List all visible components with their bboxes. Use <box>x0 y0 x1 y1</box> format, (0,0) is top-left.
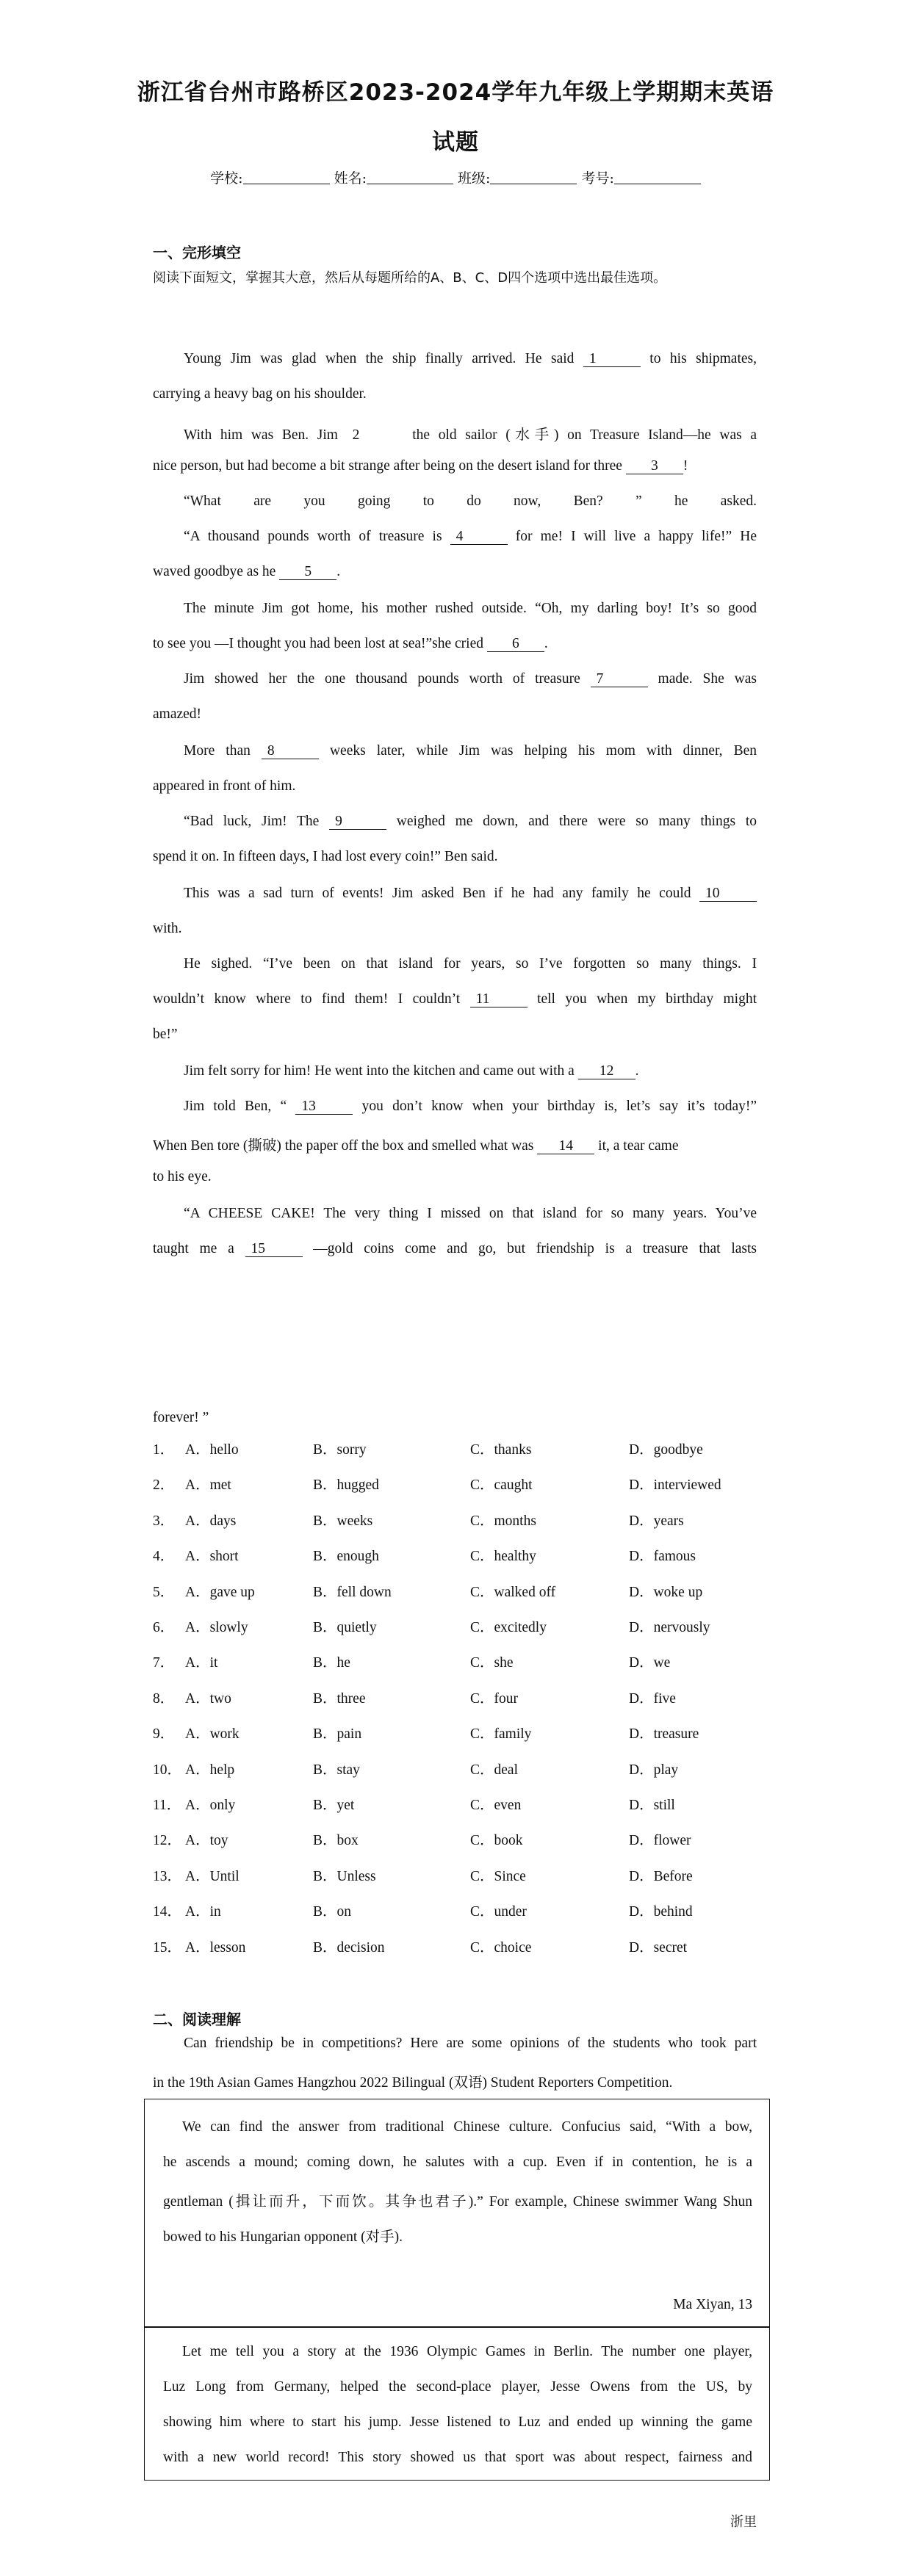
opinion2-line-2: Luz Long from Germany, helped the second-place player, Jesse Owens from the US, by <box>163 2379 752 2395</box>
option-text: D．Before <box>629 1868 693 1884</box>
question-row <box>153 1616 763 1636</box>
option-d[interactable] <box>629 1758 678 1779</box>
option-text: A．two <box>185 1690 231 1707</box>
option-text: B．hugged <box>313 1477 379 1494</box>
passage-line <box>184 601 757 620</box>
option-d[interactable] <box>629 1544 696 1565</box>
question-number: 2． <box>153 1477 175 1494</box>
option-b[interactable] <box>313 1936 385 1956</box>
option-text: A．Until <box>185 1868 240 1884</box>
passage-line <box>153 386 757 402</box>
question-row <box>153 1438 763 1458</box>
passage-text: “Bad luck, Jim! The <box>184 814 330 829</box>
question-number: 5． <box>153 1584 175 1600</box>
passage-text: it, a tear came <box>594 1138 679 1154</box>
option-c[interactable] <box>470 1828 523 1849</box>
passage-text: With him was Ben. Jim <box>184 427 347 442</box>
option-text: A．lesson <box>185 1939 246 1955</box>
option-text: B．weeks <box>313 1513 373 1529</box>
section1-instruction: 阅读下面短文，掌握其大意，然后从每题所给的A、B、C、D四个选项中选出最佳选项。 <box>153 270 667 286</box>
section1-heading: 一、完形填空 <box>153 244 241 261</box>
passage-text: . <box>635 1063 639 1079</box>
passage-text: appeared in front of him. <box>153 778 296 794</box>
passage-line <box>184 423 757 442</box>
question-number: 6． <box>153 1620 175 1635</box>
option-a[interactable] <box>153 1758 234 1779</box>
passage-text: tell you when my birthday might <box>527 991 757 1007</box>
option-text: C．walked off <box>470 1584 556 1600</box>
opinion1-author: Ma Xiyan, 13 <box>673 2297 752 2312</box>
question-row <box>153 1509 763 1530</box>
option-c[interactable] <box>470 1722 531 1743</box>
option-b[interactable] <box>313 1828 359 1849</box>
passage-line <box>184 493 757 513</box>
passage-text: ! <box>683 458 688 474</box>
passage-text: forever! ” <box>153 1410 209 1425</box>
option-d[interactable] <box>629 1651 670 1671</box>
option-d[interactable] <box>629 1473 721 1494</box>
opinion1-line-1: We can find the answer from traditional Chinese culture. Confucius said, “With a bow, <box>182 2119 752 2135</box>
option-c[interactable] <box>470 1864 526 1885</box>
passage-text: When Ben tore (撕破) the paper off the box and smelled what was <box>153 1138 538 1154</box>
option-d[interactable] <box>629 1687 676 1707</box>
option-text: D．secret <box>629 1939 688 1955</box>
option-b[interactable] <box>313 1580 392 1601</box>
question-number: 14． <box>153 1904 182 1920</box>
option-c[interactable] <box>470 1793 521 1814</box>
option-text: D．years <box>629 1513 684 1529</box>
passage-text: This was a sad turn of events! Jim asked Ben if he had any family he could <box>184 886 699 901</box>
answer-blank[interactable]: 1 <box>583 351 641 367</box>
option-c[interactable] <box>470 1900 527 1920</box>
passage-text: The minute Jim got home, his mother rushed outside. “Oh, my darling boy! It’s so good <box>184 601 757 616</box>
passage-line <box>184 1063 757 1079</box>
question-row <box>153 1828 763 1849</box>
opinion1-line-3: gentleman (揖让而升，下而饮。其争也君子).” For example, Chinese swimmer Wang Shun <box>163 2194 752 2209</box>
page-footer: 浙里 <box>730 2514 757 2530</box>
option-d[interactable] <box>629 1828 691 1849</box>
answer-blank[interactable]: 4 <box>450 529 508 545</box>
option-text: A．hello <box>185 1442 239 1458</box>
option-text: C．Since <box>470 1868 526 1884</box>
question-number: 1． <box>153 1442 175 1458</box>
option-b[interactable] <box>313 1651 350 1671</box>
question-number: 13． <box>153 1868 182 1884</box>
answer-blank[interactable]: 7 <box>591 671 648 687</box>
option-d[interactable] <box>629 1900 693 1920</box>
option-a[interactable] <box>153 1864 240 1885</box>
option-c[interactable] <box>470 1438 531 1458</box>
passage-text: More than <box>184 743 262 759</box>
option-b[interactable] <box>313 1722 361 1743</box>
passage-line <box>184 529 757 548</box>
answer-blank[interactable]: 11 <box>470 991 527 1007</box>
question-row <box>153 1864 763 1885</box>
option-d[interactable] <box>629 1864 693 1885</box>
question-row <box>153 1580 763 1601</box>
passage-text: to his eye. <box>153 1169 212 1184</box>
option-text: D．interviewed <box>629 1477 721 1494</box>
option-text: C．book <box>470 1833 523 1849</box>
option-c[interactable] <box>470 1509 536 1530</box>
answer-blank[interactable]: 5 <box>279 564 336 580</box>
passage-text: Jim told Ben, “ <box>184 1099 296 1114</box>
question-number: 7． <box>153 1655 175 1671</box>
option-text: B．sorry <box>313 1442 367 1458</box>
passage-line <box>153 991 757 1010</box>
option-d[interactable] <box>629 1722 699 1743</box>
passage-line <box>153 1134 757 1154</box>
passage-line <box>153 921 757 937</box>
exam-title-line2: 试题 <box>432 129 479 156</box>
section2-heading: 二、阅读理解 <box>153 2011 241 2028</box>
option-text: C．choice <box>470 1939 532 1955</box>
passage-text: Jim showed her the one thousand pounds worth of treasure <box>184 671 591 687</box>
option-text: B．Unless <box>313 1868 376 1884</box>
option-text: D．five <box>629 1690 676 1707</box>
option-text: C．thanks <box>470 1442 532 1458</box>
option-text: B．stay <box>313 1762 360 1778</box>
passage-line <box>153 778 757 795</box>
option-d[interactable] <box>629 1936 687 1956</box>
passage-text: weeks later, while Jim was helping his mom with dinner, Ben <box>318 743 757 759</box>
option-c[interactable] <box>470 1544 536 1565</box>
passage-text: you don’t know when your birthday is, let’s say it’s today!” <box>353 1099 757 1114</box>
option-text: B．quietly <box>313 1620 377 1635</box>
question-number: 4． <box>153 1549 175 1565</box>
option-text: C．healthy <box>470 1549 536 1565</box>
passage-text: . <box>544 636 548 651</box>
option-d[interactable] <box>629 1509 684 1530</box>
passage-text: to his shipmates, <box>640 351 757 366</box>
option-text: B．decision <box>313 1939 385 1955</box>
passage-line <box>184 671 757 690</box>
passage-text: nice person, but had become a bit strange after being on the desert island for three <box>153 458 626 474</box>
passage-text: “A CHEESE CAKE! The very thing I missed on that island for so many years. You’ve <box>184 1206 757 1221</box>
name-blank[interactable] <box>367 170 453 184</box>
passage-line <box>184 743 757 762</box>
option-text: B．pain <box>313 1726 362 1743</box>
passage-line <box>153 458 757 474</box>
passage-line <box>153 849 757 865</box>
question-row <box>153 1544 763 1565</box>
option-text: C．excitedly <box>470 1620 547 1635</box>
passage-text: amazed! <box>153 706 202 722</box>
passage-line <box>153 1241 757 1260</box>
passage-line <box>153 1169 757 1185</box>
option-d[interactable] <box>629 1580 702 1601</box>
class-blank[interactable] <box>490 170 577 184</box>
option-c[interactable] <box>470 1651 514 1671</box>
question-row <box>153 1793 763 1814</box>
passage-text: be!” <box>153 1027 178 1042</box>
option-text: C．under <box>470 1904 527 1920</box>
option-c[interactable] <box>470 1580 555 1601</box>
option-text: A．it <box>185 1655 218 1671</box>
question-row <box>153 1900 763 1920</box>
option-b[interactable] <box>313 1544 379 1565</box>
option-text: C．four <box>470 1690 518 1707</box>
passage-text: to see you —I thought you had been lost at sea!”she cried <box>153 636 487 651</box>
passage-text: Jim felt sorry for him! He went into the kitchen and came out with a <box>184 1063 578 1079</box>
option-b[interactable] <box>313 1509 372 1530</box>
option-a[interactable] <box>153 1793 235 1814</box>
passage-text: made. She was <box>647 671 757 687</box>
option-text: A．help <box>185 1762 235 1778</box>
passage-text: the old sailor (水手) on Treasure Island—he was a <box>403 427 757 442</box>
option-a[interactable] <box>153 1828 228 1849</box>
answer-blank[interactable]: 14 <box>537 1138 594 1154</box>
option-text: D．play <box>629 1762 679 1778</box>
answer-blank[interactable]: 15 <box>245 1241 303 1257</box>
option-c[interactable] <box>470 1687 518 1707</box>
option-a[interactable] <box>153 1616 248 1636</box>
passage-text: with. <box>153 921 182 936</box>
option-c[interactable] <box>470 1473 532 1494</box>
option-a[interactable] <box>153 1544 239 1565</box>
option-text: B．three <box>313 1690 366 1707</box>
option-text: C．family <box>470 1726 532 1743</box>
question-row <box>153 1722 763 1743</box>
passage-text: spend it on. In fifteen days, I had lost every coin!” Ben said. <box>153 849 498 864</box>
opinion2-line-4: with a new world record! This story showed us that sport was about respect, fairness and <box>163 2450 752 2465</box>
option-text: C．caught <box>470 1477 533 1494</box>
passage-text: waved goodbye as he <box>153 564 280 579</box>
option-text: B．on <box>313 1904 352 1920</box>
answer-blank[interactable]: 3 <box>626 458 683 474</box>
option-b[interactable] <box>313 1438 367 1458</box>
question-number: 10． <box>153 1762 182 1778</box>
answer-blank[interactable]: 6 <box>487 636 544 652</box>
passage-text: “A thousand pounds worth of treasure is <box>184 529 450 544</box>
name-label: 姓名: <box>334 170 367 187</box>
reading-intro-line-1: Can friendship be in competitions? Here are some opinions of the students who took part <box>184 2036 757 2051</box>
passage-text: —gold coins come and go, but friendship is a treasure that lasts <box>302 1241 757 1256</box>
passage-line <box>184 814 757 833</box>
option-d[interactable] <box>629 1793 675 1814</box>
passage-line <box>153 564 757 580</box>
passage-text: wouldn’t know where to find them! I couldn’t <box>153 991 470 1007</box>
option-a[interactable] <box>153 1936 245 1956</box>
option-text: B．fell down <box>313 1584 392 1600</box>
option-text: D．behind <box>629 1904 693 1920</box>
opinion2-line-1: Let me tell you a story at the 1936 Olympic Games in Berlin. The number one player, <box>182 2344 752 2359</box>
option-text: B．box <box>313 1833 359 1849</box>
passage-text: carrying a heavy bag on his shoulder. <box>153 386 367 402</box>
answer-blank[interactable]: 2 <box>347 427 404 442</box>
option-b[interactable] <box>313 1900 351 1920</box>
question-row <box>153 1936 763 1956</box>
question-number: 15． <box>153 1939 182 1955</box>
exam-number-label: 考号: <box>581 170 614 187</box>
reading-intro-line-2: in the 19th Asian Games Hangzhou 2022 Bilingual (双语) Student Reporters Competition. <box>153 2075 673 2091</box>
exam-number-blank[interactable] <box>614 170 701 184</box>
option-b[interactable] <box>313 1687 365 1707</box>
option-text: A．days <box>185 1513 237 1529</box>
question-row <box>153 1758 763 1779</box>
option-text: A．work <box>185 1726 240 1743</box>
option-text: C．even <box>470 1798 522 1813</box>
school-blank[interactable] <box>243 170 330 184</box>
passage-text: Young Jim was glad when the ship finally arrived. He said <box>184 351 583 366</box>
option-a[interactable] <box>153 1687 231 1707</box>
option-b[interactable] <box>313 1864 376 1885</box>
passage-line <box>184 956 757 975</box>
option-text: D．goodbye <box>629 1442 703 1458</box>
option-b[interactable] <box>313 1793 354 1814</box>
option-text: D．nervously <box>629 1620 710 1635</box>
passage-text: taught me a <box>153 1241 245 1256</box>
question-row <box>153 1651 763 1671</box>
answer-blank[interactable]: 8 <box>262 743 319 759</box>
question-row <box>153 1687 763 1707</box>
option-text: C．months <box>470 1513 536 1529</box>
option-b[interactable] <box>313 1473 379 1494</box>
option-a[interactable] <box>153 1438 239 1458</box>
passage-line <box>184 351 757 370</box>
option-text: D．woke up <box>629 1584 703 1600</box>
opinion2-line-3: showing him where to start his jump. Jesse listened to Luz and ended up winning the game <box>163 2414 752 2430</box>
option-text: A．short <box>185 1549 239 1565</box>
passage-line <box>184 1099 757 1118</box>
class-label: 班级: <box>458 170 491 187</box>
passage-text: He sighed. “I’ve been on that island for years, so I’ve forgotten so many things. I <box>184 956 757 972</box>
passage-line <box>184 886 757 905</box>
question-number: 11． <box>153 1798 181 1813</box>
question-row <box>153 1473 763 1494</box>
school-label: 学校: <box>210 170 243 187</box>
answer-blank[interactable]: 9 <box>329 814 386 830</box>
option-text: D．still <box>629 1798 675 1813</box>
option-text: C．deal <box>470 1762 518 1778</box>
question-number: 9． <box>153 1726 175 1743</box>
option-text: B．yet <box>313 1798 355 1813</box>
passage-line <box>153 1027 757 1043</box>
option-a[interactable] <box>153 1473 231 1494</box>
option-text: A．gave up <box>185 1584 255 1600</box>
option-text: A．slowly <box>185 1620 248 1635</box>
answer-blank[interactable]: 10 <box>699 886 757 902</box>
option-text: D．we <box>629 1655 671 1671</box>
opinion1-line-4: bowed to his Hungarian opponent (对手). <box>163 2229 403 2244</box>
question-number: 3． <box>153 1513 175 1529</box>
opinion1-line-2: he ascends a mound; coming down, he salutes with a cup. Even if in contention, he is a <box>163 2154 752 2170</box>
option-text: D．treasure <box>629 1726 699 1743</box>
option-text: B．he <box>313 1655 350 1671</box>
option-b[interactable] <box>313 1758 360 1779</box>
option-a[interactable] <box>153 1722 240 1743</box>
question-number: 12． <box>153 1833 182 1849</box>
option-d[interactable] <box>629 1616 710 1636</box>
passage-line <box>153 1410 757 1426</box>
option-a[interactable] <box>153 1651 217 1671</box>
option-a[interactable] <box>153 1509 236 1530</box>
passage-line <box>153 706 757 723</box>
question-number: 8． <box>153 1690 175 1707</box>
option-text: A．met <box>185 1477 231 1494</box>
option-b[interactable] <box>313 1616 377 1636</box>
option-text: A．toy <box>185 1833 228 1849</box>
answer-blank[interactable]: 13 <box>295 1099 353 1115</box>
option-text: D．famous <box>629 1549 696 1565</box>
option-a[interactable] <box>153 1580 255 1601</box>
option-d[interactable] <box>629 1438 703 1458</box>
option-a[interactable] <box>153 1900 221 1920</box>
passage-text: for me! I will live a happy life!” He <box>507 529 757 544</box>
option-text: D．flower <box>629 1833 691 1849</box>
passage-line <box>153 636 757 652</box>
option-text: A．in <box>185 1904 221 1920</box>
passage-text: weighed me down, and there were so many things to <box>386 814 757 829</box>
student-info-line <box>0 167 911 187</box>
passage-text: “What are you going to do now, Ben? ” he asked. <box>184 493 757 509</box>
passage-text: . <box>336 564 341 579</box>
passage-line <box>184 1206 757 1225</box>
option-text: B．enough <box>313 1549 379 1565</box>
option-c[interactable] <box>470 1758 518 1779</box>
option-c[interactable] <box>470 1936 531 1956</box>
option-text: C．she <box>470 1655 514 1671</box>
option-c[interactable] <box>470 1616 547 1636</box>
answer-blank[interactable]: 12 <box>578 1063 635 1079</box>
exam-title-line1: 浙江省台州市路桥区2023-2024学年九年级上学期期末英语 <box>137 79 774 106</box>
option-text: A．only <box>185 1798 236 1813</box>
